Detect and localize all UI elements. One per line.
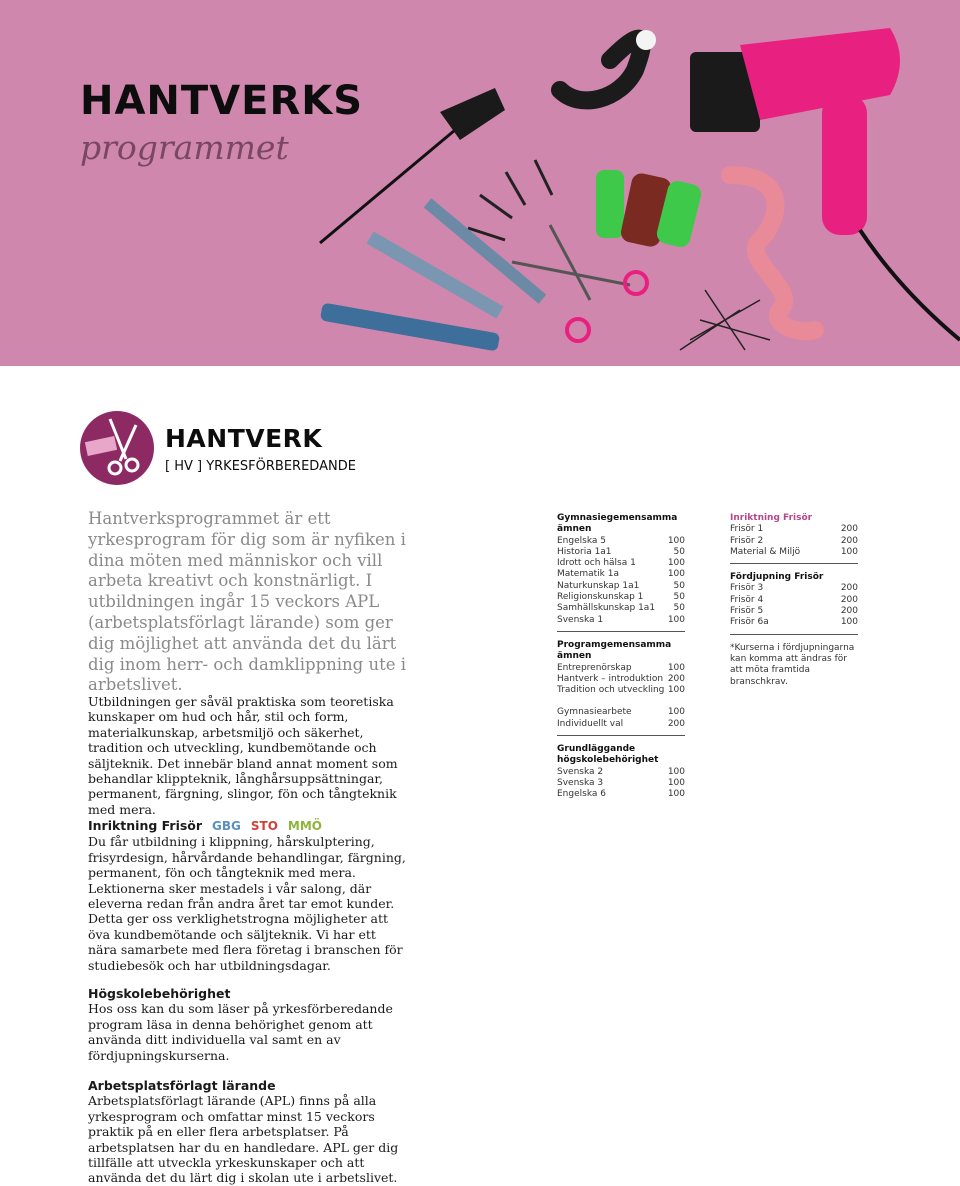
course-row xyxy=(730,617,858,628)
course-row xyxy=(730,606,858,617)
course-row xyxy=(557,789,685,800)
section-text: Du får utbildning i klippning, hårskulptering, frisyrdesign, hårvårdande behandlingar, färgning, permanent, fön och tångteknik med mera. Lektionerna sker mestadels i vår salong, där eleverna redan från andra året tar emot kunder. Detta ger oss verklighetstrogna möjligheter att öva kundbemötande och säljteknik. Vi har ett nära samarbete med flera företag i branschen för studiebesök och har utbildningsdagar. xyxy=(88,834,406,973)
scissors-comb-logo-icon xyxy=(80,411,154,485)
hair-clips-icon xyxy=(468,160,552,240)
intro-text: Hantverksprogrammet är ett yrkesprogram för dig som är nyfiken i dina möten med människor och vill arbeta kreativt och konstnärligt. I utbildningen ingår 15 veckors APL (arbetsplatsförlagt lärande) som ger dig möjlighet att använda det du lärt dig inom herr- och damklippning ute i arbetslivet. xyxy=(88,509,407,695)
rollers-icon xyxy=(596,170,703,249)
course-name: Gymnasiearbete xyxy=(557,707,632,718)
badge-mmo: MMÖ xyxy=(287,819,322,833)
course-name: Idrott och hälsa 1 xyxy=(557,558,636,569)
course-row xyxy=(557,674,685,685)
course-list-gymnasiegemensamma xyxy=(557,536,685,626)
hairdressing-tools-image xyxy=(0,0,960,366)
program-tag: [ HV ] YRKESFÖRBEREDANDE xyxy=(165,459,356,474)
combs-icon xyxy=(320,198,547,351)
section-heading: Inriktning Frisör xyxy=(88,818,203,833)
course-row xyxy=(557,767,685,778)
course-points: 200 xyxy=(667,718,685,729)
course-points: 200 xyxy=(840,524,858,535)
course-name: Material & Miljö xyxy=(730,546,801,557)
course-points: 50 xyxy=(673,592,685,603)
section-hogskolebehorighet xyxy=(88,986,408,1063)
course-table-left xyxy=(557,513,685,801)
course-row xyxy=(730,547,858,558)
section-heading: Arbetsplatsförlagt lärande xyxy=(88,1078,276,1093)
course-row xyxy=(730,583,858,594)
course-name: Svenska 2 xyxy=(557,766,604,777)
divider xyxy=(557,631,685,632)
course-row xyxy=(557,707,685,718)
course-name: Frisör 2 xyxy=(730,535,764,546)
badge-gbg: GBG xyxy=(212,819,241,833)
course-points: 200 xyxy=(667,673,685,684)
course-name: Tradition och utveckling xyxy=(557,685,665,696)
course-row xyxy=(557,685,685,696)
hero-title: HANTVERKS xyxy=(80,78,364,124)
pink-curler-icon xyxy=(730,175,815,331)
course-name: Frisör 4 xyxy=(730,594,764,605)
course-name: Svenska 1 xyxy=(557,614,604,625)
course-row xyxy=(557,536,685,547)
section-apl xyxy=(88,1078,408,1186)
course-points: 100 xyxy=(667,685,685,696)
course-points: 100 xyxy=(840,546,858,557)
course-points: 50 xyxy=(673,580,685,591)
divider xyxy=(730,563,858,564)
course-name: Frisör 5 xyxy=(730,606,764,617)
course-row xyxy=(557,615,685,626)
course-name: Individuellt val xyxy=(557,718,624,729)
course-group-heading: Gymnasiegemensamma ämnen xyxy=(557,513,678,535)
course-points: 200 xyxy=(840,535,858,546)
course-row xyxy=(730,536,858,547)
course-points: 200 xyxy=(840,594,858,605)
course-points: 100 xyxy=(667,777,685,788)
course-points: 100 xyxy=(667,789,685,800)
course-name: Svenska 3 xyxy=(557,777,604,788)
hero-banner xyxy=(0,0,960,366)
divider xyxy=(557,735,685,736)
course-points: 200 xyxy=(840,583,858,594)
course-points: 50 xyxy=(673,546,685,557)
course-row xyxy=(557,581,685,592)
course-table-right xyxy=(730,513,858,688)
course-note: *Kurserna i fördjupningarna kan komma att ändras för att möta framtida branschkrav. xyxy=(730,642,855,687)
course-row xyxy=(557,603,685,614)
course-points: 200 xyxy=(840,606,858,617)
course-group-heading: Fördjupning Frisör xyxy=(730,572,824,583)
course-group-heading: Inriktning Frisör xyxy=(730,513,813,523)
course-points: 50 xyxy=(673,603,685,614)
course-row xyxy=(557,558,685,569)
course-name: Frisör 6a xyxy=(730,617,769,628)
course-name: Religionskunskap 1 xyxy=(557,592,644,603)
divider xyxy=(730,634,858,635)
course-name: Matematik 1a xyxy=(557,569,619,580)
course-points: 100 xyxy=(667,614,685,625)
course-points: 100 xyxy=(667,707,685,718)
section-text: Arbetsplatsförlagt lärande (APL) finns på alla yrkesprogram och omfattar minst 15 veckors praktik på en eller flera arbetsplatser. På arbetsplatsen har du en handledare. APL ger dig tillfälle att utveckla yrkeskunskaper och att använda det du lärt dig i skolan ute i arbetslivet. xyxy=(88,1093,399,1186)
section-inriktning-frisor xyxy=(88,818,408,973)
course-row xyxy=(557,592,685,603)
course-name: Entreprenörskap xyxy=(557,662,632,673)
course-row xyxy=(730,524,858,535)
course-name: Hantverk – introduktion xyxy=(557,673,664,684)
course-name: Naturkunskap 1a1 xyxy=(557,580,640,591)
foam-curler-icon xyxy=(560,39,642,101)
course-group-heading: Programgemensamma ämnen xyxy=(557,639,672,662)
course-name: Historia 1a1 xyxy=(557,546,612,557)
course-points: 100 xyxy=(840,617,858,628)
course-row xyxy=(557,778,685,789)
description-text: Utbildningen ger såväl praktiska som teoretiska kunskaper om hud och hår, stil och form, materialkunskap, arbetsmiljö och säkerhet, tradition och utveckling, kundbemötande och säljteknik. Det innebär bland annat moment som behandlar klippteknik, långhårsuppsättningar, permanent, färgning, slingor, fön och tångteknik med mera. xyxy=(88,694,398,817)
course-name: Engelska 6 xyxy=(557,789,606,800)
course-points: 100 xyxy=(667,569,685,580)
section-text: Hos oss kan du som läser på yrkesförberedande program läsa in denna behörighet genom att använda ditt individuella val samt en av fördjupningskurserna. xyxy=(88,1001,393,1063)
program-name: HANTVERK xyxy=(165,424,323,453)
course-points: 100 xyxy=(667,662,685,673)
course-row xyxy=(730,595,858,606)
course-row xyxy=(557,547,685,558)
course-name: Samhällskunskap 1a1 xyxy=(557,603,656,614)
section-heading: Högskolebehörighet xyxy=(88,986,231,1001)
course-points: 100 xyxy=(667,766,685,777)
course-points: 100 xyxy=(667,535,685,546)
course-group-heading: Grundläggande högskolebehörighet xyxy=(557,744,659,766)
course-row xyxy=(557,663,685,674)
hero-subtitle: programmet xyxy=(80,128,289,167)
course-name: Engelska 5 xyxy=(557,535,606,546)
course-row xyxy=(557,719,685,730)
bobby-pins-icon xyxy=(680,290,770,350)
course-points: 100 xyxy=(667,558,685,569)
course-name: Frisör 1 xyxy=(730,524,764,535)
course-row xyxy=(557,569,685,580)
badge-sto: STO xyxy=(250,819,278,833)
course-name: Frisör 3 xyxy=(730,583,764,594)
